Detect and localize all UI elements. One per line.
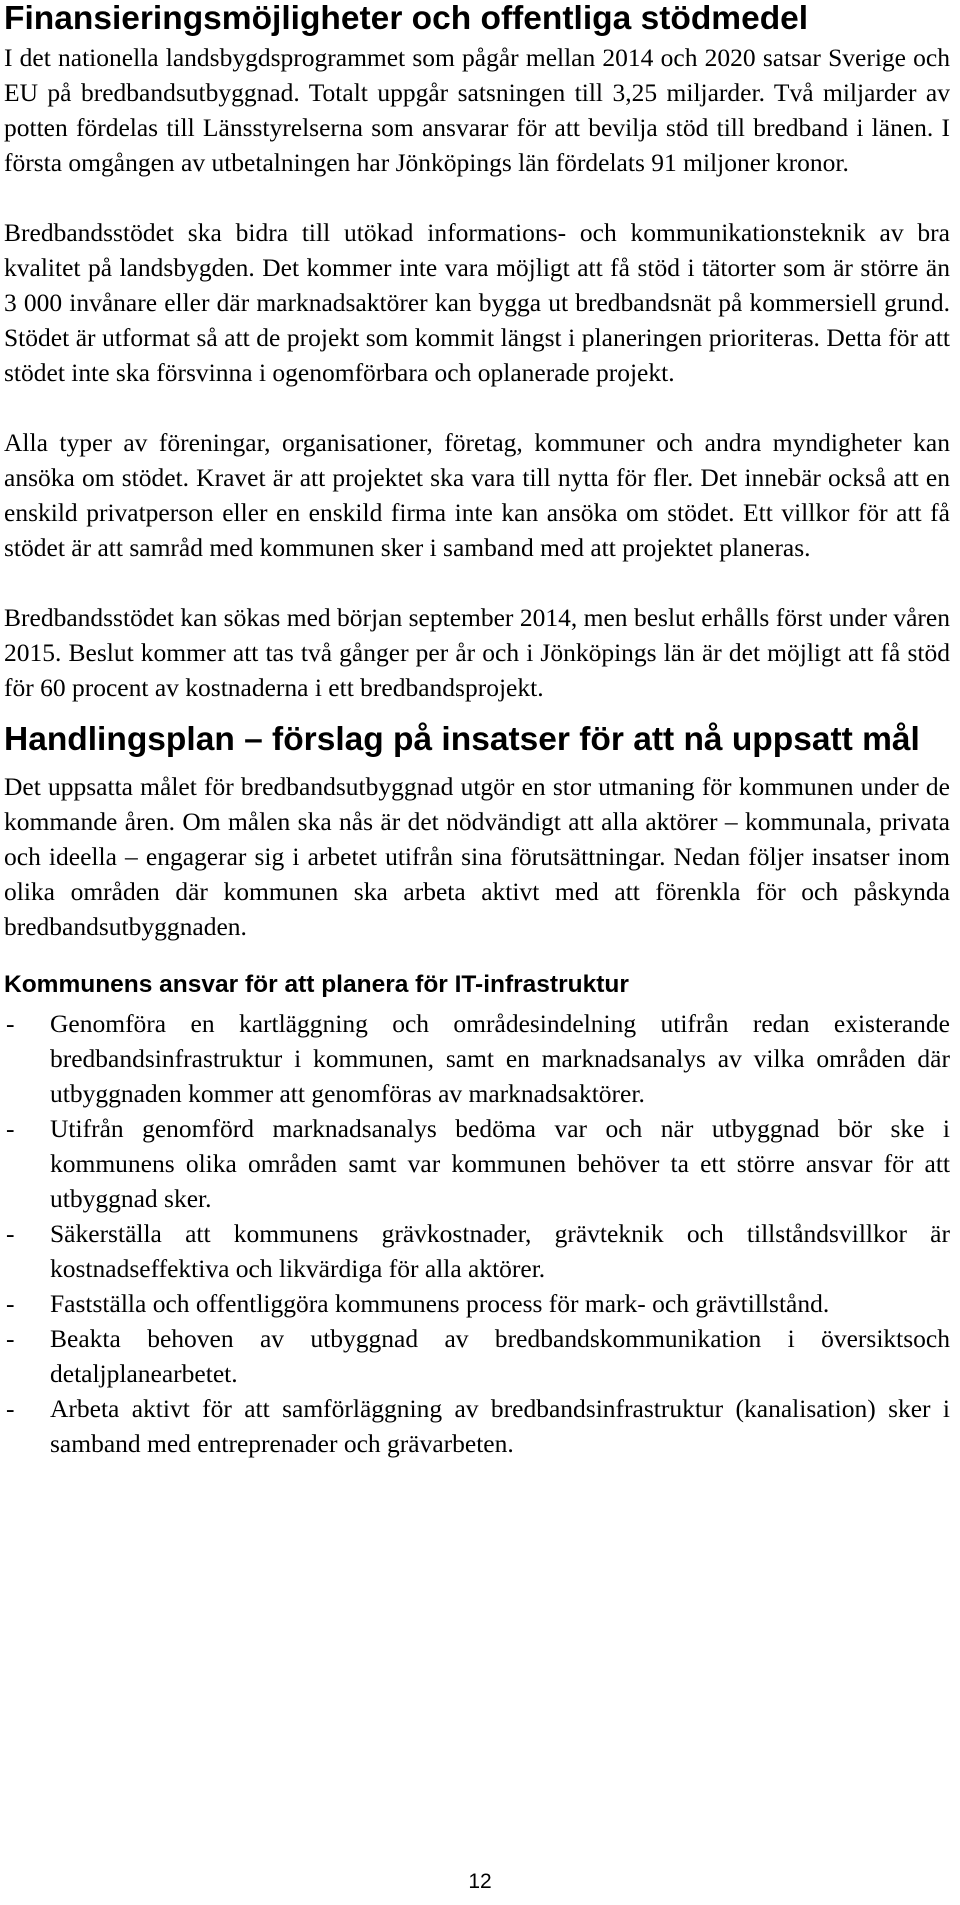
page-number: 12 xyxy=(468,1870,492,1893)
bullet-marker: - xyxy=(6,1219,15,1248)
bullet-list xyxy=(4,1006,950,1461)
paragraph: Alla typer av föreningar, organisationer, företag, kommuner och andra myndigheter kan ansöka om stödet. Kravet är att projektet ska vara till nytta för fler. Det innebär också att en enskild privatperson eller en enskild firma inte kan ansöka om stödet. Ett villkor för att få stödet är att samråd med kommunen sker i samband med att projektet planeras. xyxy=(4,428,950,562)
bullet-marker: - xyxy=(6,1009,15,1038)
list-item xyxy=(4,1391,950,1461)
bullet-marker: - xyxy=(6,1394,15,1423)
list-item-text: Arbeta aktivt för att samförläggning av bredbandsinfrastruktur (kanalisation) sker i samband med entreprenader och grävarbeten. xyxy=(50,1394,950,1458)
bullet-marker: - xyxy=(6,1289,15,1318)
paragraph: Det uppsatta målet för bredbandsutbyggnad utgör en stor utmaning för kommunen under de kommande åren. Om målen ska nås är det nödvändigt att alla aktörer – kommunala, privata och ideella – engagerar sig i arbetet utifrån sina förutsättningar. Nedan följer insatser inom olika områden där kommunen ska arbeta aktivt med att förenkla för och påskynda bredbandsutbyggnaden. xyxy=(4,772,950,941)
bullet-marker: - xyxy=(6,1324,15,1353)
subsection-heading: Kommunens ansvar för att planera för IT-infrastruktur xyxy=(4,971,629,998)
list-item-text: Fastställa och offentliggöra kommunens process för mark- och grävtillstånd. xyxy=(50,1289,830,1318)
paragraph: Bredbandsstödet kan sökas med början september 2014, men beslut erhålls först under våren 2015. Beslut kommer att tas två gånger per år och i Jönköpings län är det möjligt att få stöd för 60 procent av kostnaderna i ett bredbandsprojekt. xyxy=(4,603,950,702)
list-item xyxy=(4,1286,950,1321)
paragraph: I det nationella landsbygdsprogrammet som pågår mellan 2014 och 2020 satsar Sverige och EU på bredbandsutbyggnad. Totalt uppgår satsningen till 3,25 miljarder. Två miljarder av potten fördelas till Länsstyrelserna som ansvarar för att bevilja stöd till bredband i länen. I första omgången av utbetalningen har Jönköpings län fördelats 91 miljoner kronor. xyxy=(4,43,950,177)
list-item-text: Beakta behoven av utbyggnad av bredbandskommunikation i översiktsoch detaljplanearbetet. xyxy=(50,1324,950,1388)
page-content xyxy=(4,0,950,1461)
section-heading-action-plan: Handlingsplan – förslag på insatser för att nå uppsatt mål xyxy=(4,721,920,758)
list-item-text: Säkerställa att kommunens grävkostnader, grävteknik och tillståndsvillkor är kostnadseffektiva och likvärdiga för alla aktörer. xyxy=(50,1219,950,1283)
paragraph: Bredbandsstödet ska bidra till utökad informations- och kommunikationsteknik av bra kvalitet på landsbygden. Det kommer inte vara möjligt att få stöd i tätorter som är större än 3 000 invånare eller där marknadsaktörer kan bygga ut bredbandsnät på kommersiell grund. Stödet är utformat så att de projekt som kommit längst i planeringen prioriteras. Detta för att stödet inte ska försvinna i ogenomförbara och oplanerade projekt. xyxy=(4,218,950,387)
list-item xyxy=(4,1006,950,1111)
list-item xyxy=(4,1216,950,1286)
list-item-text: Utifrån genomförd marknadsanalys bedöma var och när utbyggnad bör ske i kommunens olika områden samt var kommunen behöver ta ett större ansvar för att utbyggnad sker. xyxy=(50,1114,950,1213)
section-heading-financing: Finansieringsmöjligheter och offentliga stödmedel xyxy=(4,0,809,37)
bullet-marker: - xyxy=(6,1114,15,1143)
list-item xyxy=(4,1111,950,1216)
list-item xyxy=(4,1321,950,1391)
list-item-text: Genomföra en kartläggning och områdesindelning utifrån redan existerande bredbandsinfrastruktur i kommunen, samt en marknadsanalys av vilka områden där utbyggnaden kommer att genomföras av marknadsaktörer. xyxy=(50,1009,950,1108)
